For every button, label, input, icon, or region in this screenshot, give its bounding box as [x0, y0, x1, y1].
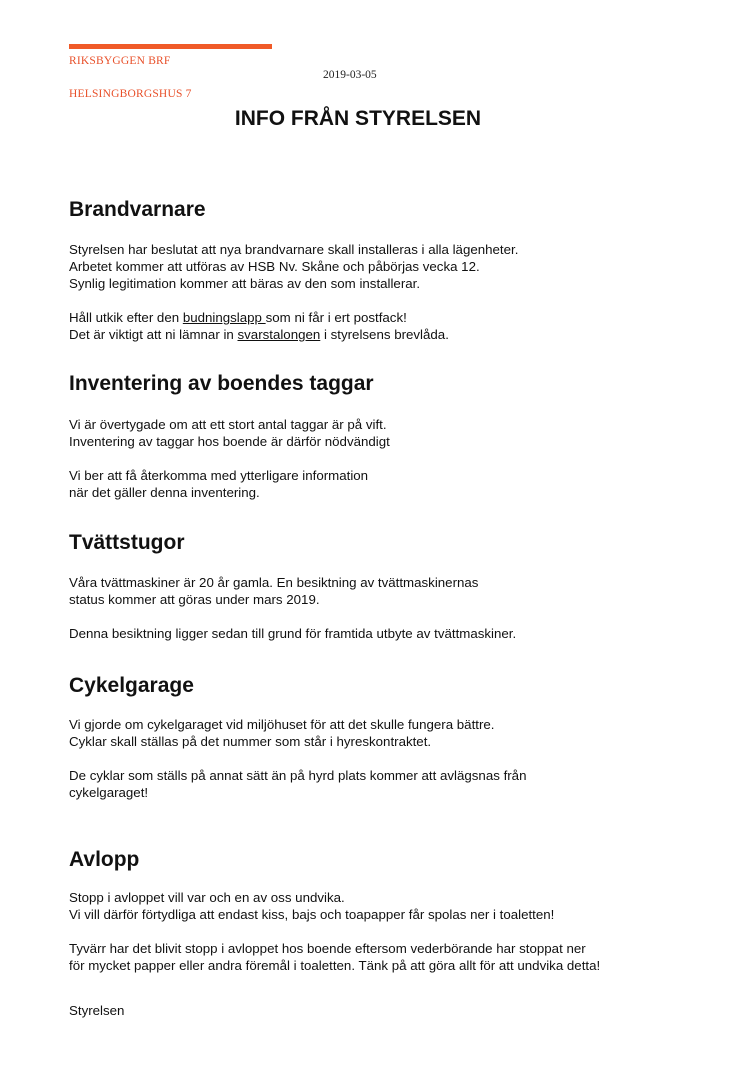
text-span: i styrelsens brevlåda.	[320, 327, 449, 342]
document-title: INFO FRÅN STYRELSEN	[234, 107, 482, 130]
text-span: Det är viktigt att ni lämnar in	[69, 327, 238, 342]
paragraph-line: för mycket papper eller andra föremål i toaletten. Tänk på att göra allt för att undvika detta!	[69, 958, 601, 973]
svarstalongen-term: svarstalongen	[237, 327, 321, 342]
org-house: HELSINGBORGSHUS 7	[69, 88, 192, 100]
org-name: RIKSBYGGEN BRF	[69, 55, 171, 67]
section-heading: Brandvarnare	[69, 198, 206, 221]
section-cykelgarage	[69, 673, 729, 801]
paragraph-line: Vi vill därför förtydliga att endast kiss, bajs och toapapper får spolas ner i toaletten!	[69, 907, 555, 922]
section-heading: Inventering av boendes taggar	[69, 372, 374, 395]
paragraph-line: Styrelsen har beslutat att nya brandvarnare skall installeras i alla lägenheter.	[69, 242, 519, 257]
budningslapp-term: budningslapp	[182, 310, 266, 325]
paragraph-line: Tyvärr har det blivit stopp i avloppet hos boende eftersom vederbörande har stoppat ner	[69, 941, 586, 956]
paragraph-line: Synlig legitimation kommer att bäras av den som installerar.	[69, 276, 421, 291]
paragraph-line: Vi ber att få återkomma med ytterligare information	[69, 468, 369, 483]
paragraph-line: status kommer att göras under mars 2019.	[69, 592, 320, 607]
document-date: 2019-03-05	[323, 69, 377, 81]
accent-bar	[69, 44, 272, 49]
paragraph-line: Stopp i avloppet vill var och en av oss undvika.	[69, 890, 345, 905]
paragraph-line: Vi gjorde om cykelgaraget vid miljöhuset för att det skulle fungera bättre.	[69, 717, 495, 732]
section-avlopp	[69, 847, 729, 974]
section-heading: Cykelgarage	[69, 674, 194, 697]
paragraph-line: Denna besiktning ligger sedan till grund för framtida utbyte av tvättmaskiner.	[69, 626, 517, 641]
section-brandvarnare	[69, 197, 729, 343]
section-heading: Tvättstugor	[69, 531, 185, 554]
paragraph-line: Inventering av taggar hos boende är därför nödvändigt	[69, 434, 390, 449]
paragraph-line: Våra tvättmaskiner är 20 år gamla. En besiktning av tvättmaskinernas	[69, 575, 479, 590]
paragraph-line: cykelgaraget!	[69, 785, 149, 800]
paragraph-line: när det gäller denna inventering.	[69, 485, 260, 500]
section-inventering	[69, 371, 729, 501]
text-span: Håll utkik efter den	[69, 310, 183, 325]
paragraph-line: Vi är övertygade om att ett stort antal taggar är på vift.	[69, 417, 387, 432]
text-span: som ni får i ert postfack!	[265, 310, 407, 325]
paragraph-line: De cyklar som ställs på annat sätt än på hyrd plats kommer att avlägsnas från	[69, 768, 527, 783]
section-tvattstugor	[69, 530, 729, 642]
signature: Styrelsen	[69, 1003, 125, 1018]
paragraph-line	[69, 326, 729, 343]
paragraph-line: Arbetet kommer att utföras av HSB Nv. Skåne och påbörjas vecka 12.	[69, 259, 480, 274]
paragraph-line	[69, 309, 729, 326]
section-heading: Avlopp	[69, 848, 140, 871]
paragraph-line: Cyklar skall ställas på det nummer som står i hyreskontraktet.	[69, 734, 432, 749]
